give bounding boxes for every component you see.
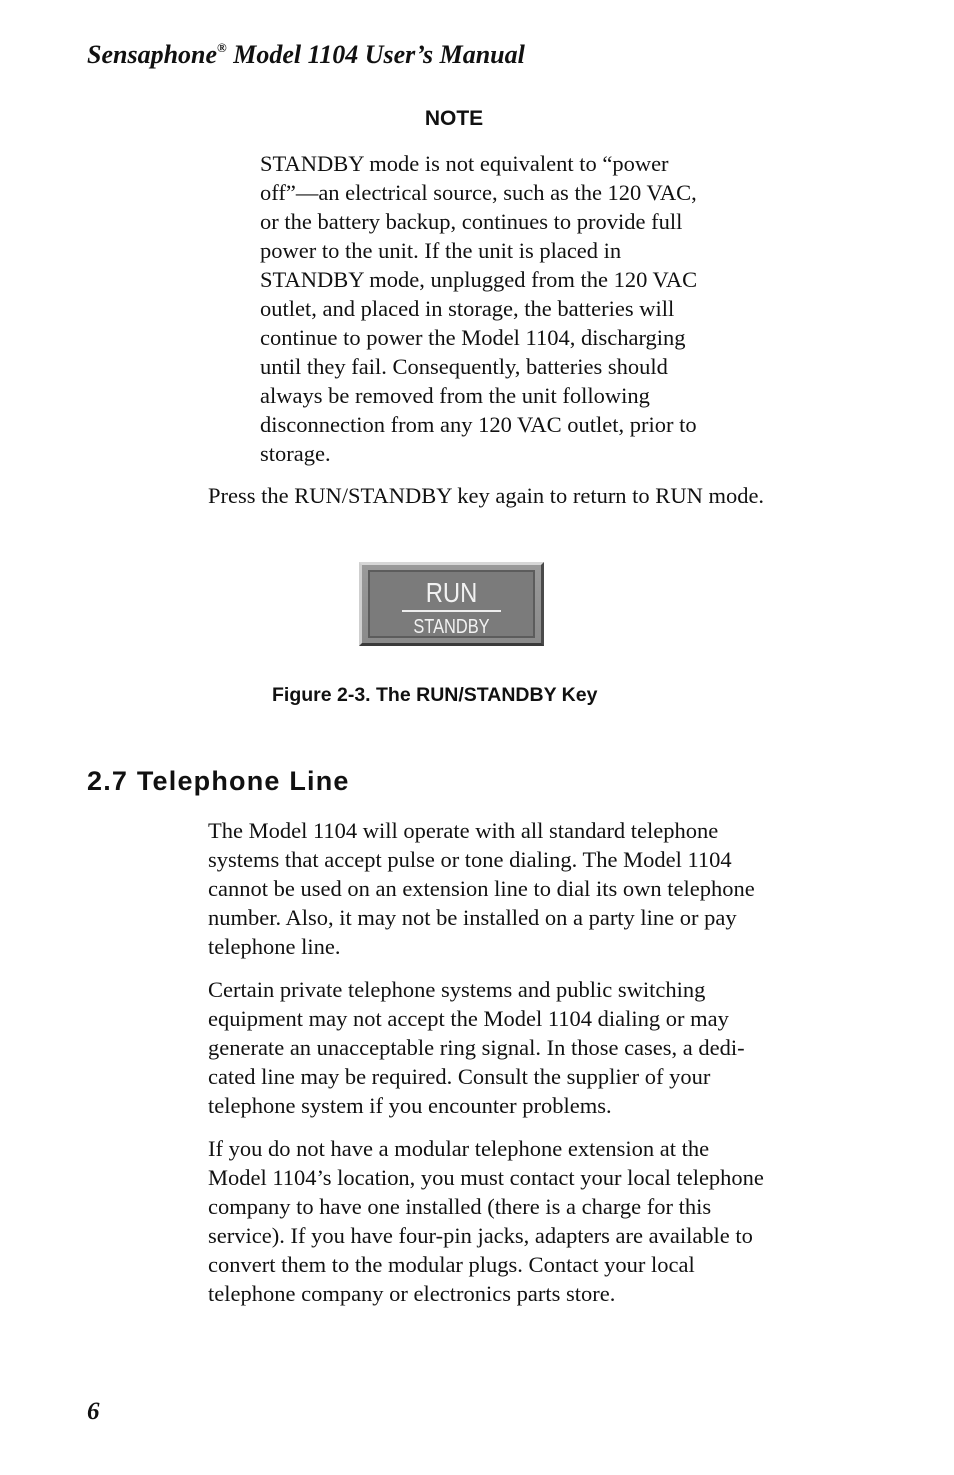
note-body xyxy=(260,149,740,468)
paragraph-line: convert them to the modular plugs. Contact your local xyxy=(208,1252,695,1277)
paragraph-line: Certain private telephone systems and public switching xyxy=(208,977,706,1002)
return-to-run-paragraph: Press the RUN/STANDBY key again to return to RUN mode. xyxy=(208,483,765,508)
run-standby-key-face xyxy=(368,570,535,638)
paragraph-line: equipment may not accept the Model 1104 dialing or may xyxy=(208,1006,729,1031)
running-header xyxy=(87,38,525,72)
registered-mark: ® xyxy=(217,40,227,55)
note-line: or the battery backup, continues to provide full xyxy=(260,209,683,234)
note-line: storage. xyxy=(260,441,331,466)
paragraph-line: telephone system if you encounter problems. xyxy=(208,1093,612,1118)
paragraph-line: cated line may be required. Consult the supplier of your xyxy=(208,1064,711,1089)
note-line: off”—an electrical source, such as the 120 VAC, xyxy=(260,180,697,205)
note-line: disconnection from any 120 VAC outlet, prior to xyxy=(260,412,697,437)
paragraph-line: The Model 1104 will operate with all standard telephone xyxy=(208,818,719,843)
header-brand: Sensaphone xyxy=(87,40,218,69)
paragraph-line: telephone company or electronics parts store. xyxy=(208,1281,616,1306)
note-line: STANDBY mode is not equivalent to “power xyxy=(260,151,669,176)
paragraph-line: service). If you have four-pin jacks, adapters are available to xyxy=(208,1223,753,1248)
key-run-label: RUN xyxy=(425,577,478,608)
section-heading: 2.7 Telephone Line xyxy=(87,766,350,796)
paragraph-line: If you do not have a modular telephone extension at the xyxy=(208,1136,710,1161)
section-paragraph-3 xyxy=(208,1134,828,1308)
paragraph-line: cannot be used on an extension line to dial its own telephone xyxy=(208,876,755,901)
note-line: outlet, and placed in storage, the batteries will xyxy=(260,296,675,321)
key-standby-label: STANDBY xyxy=(413,616,490,638)
header-title: Model 1104 User’s Manual xyxy=(226,40,525,69)
note-line: continue to power the Model 1104, discharging xyxy=(260,325,686,350)
note-line: power to the unit. If the unit is placed in xyxy=(260,238,622,263)
paragraph-line: company to have one installed (there is a charge for this xyxy=(208,1194,712,1219)
paragraph-line: generate an unacceptable ring signal. In those cases, a dedi- xyxy=(208,1035,745,1060)
paragraph-line: Model 1104’s location, you must contact your local telephone xyxy=(208,1165,764,1190)
note-line: until they fail. Consequently, batteries should xyxy=(260,354,668,379)
run-standby-key-image xyxy=(359,562,544,646)
figure-caption: Figure 2-3. The RUN/STANDBY Key xyxy=(272,684,598,706)
page-number: 6 xyxy=(87,1398,100,1425)
note-line: STANDBY mode, unplugged from the 120 VAC xyxy=(260,267,698,292)
note-heading: NOTE xyxy=(424,107,484,130)
paragraph-line: number. Also, it may not be installed on a party line or pay xyxy=(208,905,737,930)
note-line: always be removed from the unit following xyxy=(260,383,650,408)
paragraph-line: systems that accept pulse or tone dialing. The Model 1104 xyxy=(208,847,732,872)
paragraph-line: telephone line. xyxy=(208,934,341,959)
key-divider xyxy=(402,610,501,612)
section-paragraph-2 xyxy=(208,975,828,1120)
section-paragraph-1 xyxy=(208,816,828,961)
